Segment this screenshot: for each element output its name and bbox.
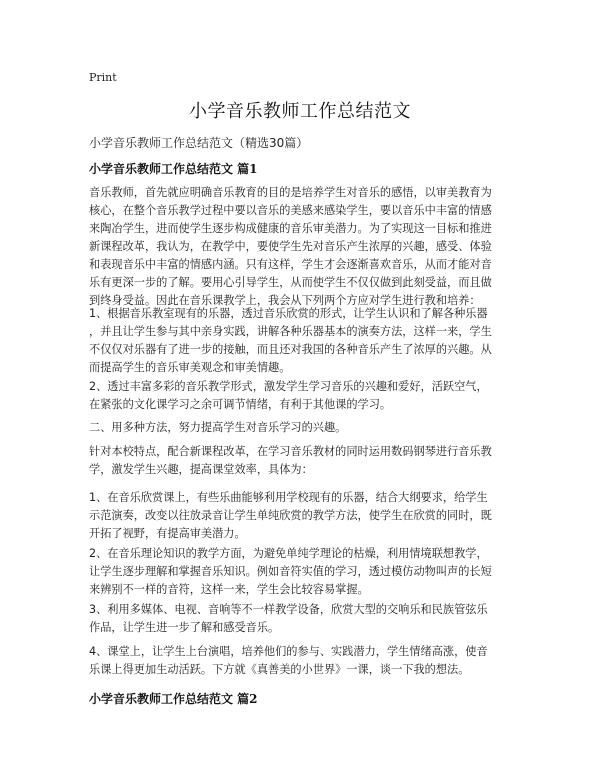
document-title: 小学音乐教师工作总结范文 [189,101,411,122]
paragraph-line: 3、利用多媒体、电视、音响等不一样教学设备，欣赏大型的交响乐和民族管弦乐 [89,603,488,616]
paragraph-line: 1、在音乐欣赏课上，有些乐曲能够利用学校现有的乐器，结合大纲要求，给学生 [89,491,488,504]
paragraph-line: 作品，让学生进一步了解和感受音乐。 [89,621,280,634]
paragraph-line: 示范演奏，改变以往放录音让学生单纯欣赏的教学方法，使学生在欣赏的同时，既 [89,509,492,522]
paragraph-line: 乐课上得更加生动活跃。下方就《真善美的小世界》一课，谈一下我的想法。 [89,663,470,676]
paragraph-7 [89,545,521,599]
paragraph-line: 在紧张的文化课学习之余可调节情绪，有利于其他课的学习。 [89,398,392,411]
paragraph-3 [89,378,521,414]
print-link[interactable]: Print [89,71,117,84]
paragraph-line: 音乐教师，首先就应明确音乐教育的目的是培养学生对音乐的感悟，以审美教育为 [89,186,492,199]
paragraph-line: 学，激发学生兴趣，提高课堂效率，具体为： [89,463,313,476]
paragraph-line: 核心，在整个音乐教学过程中要以音乐的美感来感染学生，要以音乐中丰富的情感 [89,204,492,217]
document-subtitle: 小学音乐教师工作总结范文（精选30篇） [89,136,309,150]
paragraph-5 [89,443,521,479]
paragraph-line: 2、透过丰富多彩的音乐教学形式，激发学生学习音乐的兴趣和爱好，活跃空气， [89,380,488,393]
paragraph-line: 而提高学生的音乐审美观念和审美情趣。 [89,361,291,374]
paragraph-line: 开拓了视野，有提高审美潜力。 [89,527,246,540]
paragraph-2 [89,305,521,377]
paragraph-line: 二、用多种方法，努力提高学生对音乐学习的兴趣。 [89,421,347,434]
paragraph-line: 新课程改革，我认为，在教学中，要使学生先对音乐产生浓厚的兴趣，感受、体验 [89,240,492,253]
paragraph-line: 来陶冶学生，进而使学生逐步构成健康的音乐审美潜力。为了实现这一目标和推进 [89,222,492,235]
paragraph-line: 让学生逐步理解和掌握音乐知识。例如音符实值的学习，透过模仿动物叫声的长短 [89,565,492,578]
paragraph-1 [89,184,521,310]
paragraph-line: 1、根据音乐教室现有的乐器，透过音乐欣赏的形式，让学生认识和了解各种乐器 [89,307,488,320]
paragraph-line: 4、课堂上，让学生上台演唱，培养他们的参与、实践潜力，学生情绪高涨，使音 [89,645,488,658]
paragraph-line: 2、在音乐理论知识的教学方面，为避免单纯学理论的枯燥，利用情境联想教学， [89,547,488,560]
paragraph-line: 不仅仅对乐器有了进一步的接触，而且还对我国的各种音乐产生了浓厚的兴趣。从 [89,343,492,356]
paragraph-9 [89,643,521,679]
paragraph-line: ，并且让学生参与其中亲身实践，讲解各种乐器基本的演奏方法，这样一来，学生 [89,325,492,338]
paragraph-line: 针对本校特点，配合新课程改革，在学习音乐教材的同时运用数码钢琴进行音乐教 [89,445,492,458]
paragraph-line: 到终身受益。因此在音乐课教学上，我会从下列两个方应对学生进行教和培养： [89,294,481,307]
paragraph-line: 乐有更深一步的了解。要用心引导学生，从而使学生不仅仅做到此刻受益，而且做 [89,276,492,289]
section-heading-2: 小学音乐教师工作总结范文 篇2 [89,692,258,706]
paragraph-line: 来辨别不一样的音符，这样一来，学生会比较容易掌握。 [89,583,369,596]
paragraph-6 [89,489,521,543]
section-heading-1: 小学音乐教师工作总结范文 篇1 [89,162,258,176]
paragraph-8 [89,601,521,637]
paragraph-line: 和表现音乐中丰富的情感内涵。只有这样，学生才会逐渐喜欢音乐，从而才能对音 [89,258,492,271]
paragraph-4 [89,419,521,437]
